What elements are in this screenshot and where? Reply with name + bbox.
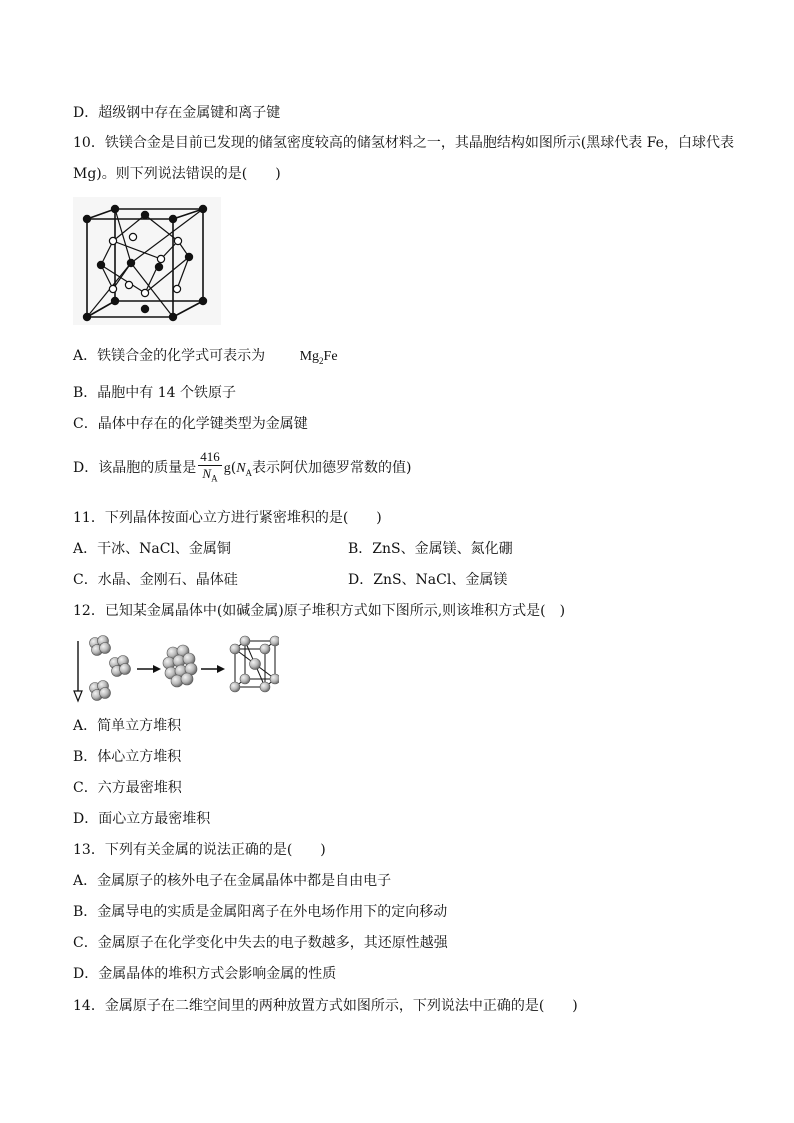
formula-tail: Fe — [323, 349, 338, 364]
q10-option-b: B．晶胞中有 14 个铁原子 — [73, 385, 237, 401]
q10-option-a-text: A．铁镁合金的化学式可表示为 — [73, 348, 266, 364]
q12-option-c: C．六方最密堆积 — [73, 780, 182, 796]
q10-option-d-fraction — [198, 449, 222, 487]
q11-option-d: D．ZnS、NaCl、金属镁 — [348, 572, 508, 588]
fe-mg-crystal-cell-figure — [73, 197, 221, 325]
formula-base: Mg — [299, 349, 320, 364]
q10-option-c: C．晶体中存在的化学键类型为金属键 — [73, 416, 308, 432]
q13-option-b: B．金属导电的实质是金属阳离子在外电场作用下的定向移动 — [73, 904, 448, 920]
q11-option-b: B．ZnS、金属镁、氮化硼 — [348, 541, 513, 557]
q9-option-d: D．超级钢中存在金属键和离子键 — [73, 105, 281, 121]
q11-option-c: C．水晶、金刚石、晶体硅 — [73, 572, 238, 588]
stacking-process-figure — [73, 631, 279, 705]
q13-option-d: D．金属晶体的堆积方式会影响金属的性质 — [73, 966, 337, 982]
q10-option-d-suffix: 表示阿伏加德罗常数的值) — [252, 460, 412, 476]
q10-option-a — [73, 346, 338, 371]
q12-stem: 12．已知某金属晶体中(如碱金属)原子堆积方式如下图所示,则该堆积方式是( ) — [73, 603, 566, 619]
q10-option-a-formula — [300, 349, 338, 364]
q12-option-d: D．面心立方最密堆积 — [73, 811, 211, 827]
q13-option-c: C．金属原子在化学变化中失去的电子数越多，其还原性越强 — [73, 935, 448, 951]
q14-stem: 14．金属原子在二维空间里的两种放置方式如图所示，下列说法中正确的是( ) — [73, 998, 578, 1014]
q13-option-a: A．金属原子的核外电子在金属晶体中都是自由电子 — [73, 873, 392, 889]
q10-stem-line1: 10．铁镁合金是目前已发现的储氢密度较高的储氢材料之一，其晶胞结构如图所示(黑球代表 Fe，白球代表 — [73, 135, 734, 151]
q10-option-d-na: $N_A$ — [236, 461, 253, 478]
q10-option-d — [73, 448, 412, 493]
q12-option-a: A．简单立方堆积 — [73, 718, 182, 734]
fraction-denominator: $N_A$ — [202, 466, 218, 484]
q10-option-d-paren: ( — [230, 460, 237, 476]
q10-option-d-text: D．该晶胞的质量是 — [73, 460, 197, 476]
fraction-numerator: 416 — [200, 449, 220, 465]
q13-stem: 13．下列有关金属的说法正确的是( ) — [73, 842, 326, 858]
q11-stem: 11．下列晶体按面心立方进行紧密堆积的是( ) — [73, 510, 382, 526]
formula-sub: 2 — [319, 355, 324, 366]
q12-option-b: B．体心立方堆积 — [73, 749, 182, 765]
q10-stem-line2: Mg)。则下列说法错误的是( ) — [73, 166, 281, 182]
q11-option-a: A．干冰、NaCl、金属铜 — [73, 541, 231, 557]
q10-option-d-unit: g — [223, 461, 231, 476]
